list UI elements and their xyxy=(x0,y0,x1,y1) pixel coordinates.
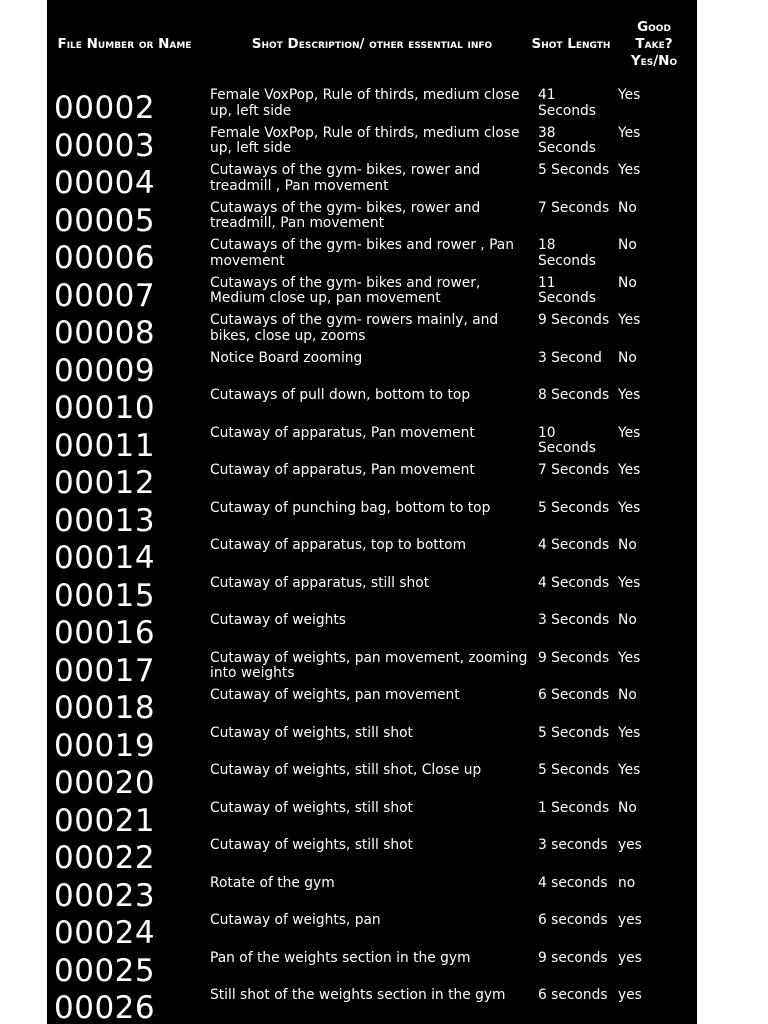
file-number: 00023 xyxy=(54,877,156,914)
table-row xyxy=(47,311,697,349)
table-row xyxy=(47,461,697,499)
file-number: 00014 xyxy=(54,540,156,576)
shot-length: 7 Seconds xyxy=(538,199,610,216)
good-take: Yes xyxy=(618,312,641,328)
good-take: No xyxy=(618,799,637,816)
shot-description: Cutaway of apparatus, Pan movement xyxy=(210,462,475,478)
table-row xyxy=(47,874,697,912)
table-row xyxy=(47,386,697,424)
file-number: 00024 xyxy=(54,915,156,951)
table-body xyxy=(47,86,697,1024)
shot-length: 4 Seconds xyxy=(538,537,610,553)
shot-description: Cutaway of weights, still shot, Close up xyxy=(210,762,482,778)
shot-length: 7 Seconds xyxy=(538,462,610,478)
file-number: 00005 xyxy=(54,202,156,239)
table-row xyxy=(47,611,697,649)
file-number: 00010 xyxy=(54,390,156,426)
table-row xyxy=(47,761,697,799)
shot-length: 3 Seconds xyxy=(538,612,610,628)
table-row xyxy=(47,686,697,724)
table-row xyxy=(47,836,697,874)
file-number: 00015 xyxy=(54,577,156,614)
good-take: no xyxy=(618,874,636,891)
shot-description: Notice Board zooming xyxy=(210,349,363,366)
header-good-take: Good Take? Yes/No xyxy=(630,18,678,69)
table-row xyxy=(47,536,697,574)
file-number: 00007 xyxy=(54,277,156,314)
table-row xyxy=(47,86,697,124)
file-number: 00018 xyxy=(54,690,156,726)
header-shot-description: Shot Description/ other essential info xyxy=(251,35,493,52)
file-number: 00022 xyxy=(54,840,156,876)
shot-description: Cutaway of weights, pan movement xyxy=(210,687,460,703)
file-number: 00019 xyxy=(54,727,156,764)
table-row xyxy=(47,986,697,1024)
shot-length: 5 Seconds xyxy=(538,499,610,516)
shot-description: Cutaway of weights, still shot xyxy=(210,837,413,853)
shot-length: 9 Seconds xyxy=(538,649,610,666)
file-number: 00021 xyxy=(54,802,156,839)
good-take: Yes xyxy=(618,424,641,441)
table-row xyxy=(47,349,697,387)
table-row xyxy=(47,724,697,762)
good-take: yes xyxy=(618,949,642,966)
shot-description: Cutaway of apparatus, top to bottom xyxy=(210,537,467,553)
shot-description: Cutaway of punching bag, bottom to top xyxy=(210,499,491,516)
shot-description: Cutaway of apparatus, Pan movement xyxy=(210,424,475,441)
shot-length: 6 seconds xyxy=(538,987,608,1003)
good-take: Yes xyxy=(618,649,641,666)
shot-description: Cutaways of the gym- bikes, rower and treadmill, Pan movement xyxy=(210,199,481,231)
file-number: 00012 xyxy=(54,465,156,501)
good-take: Yes xyxy=(618,499,641,516)
shot-length: 5 Seconds xyxy=(538,162,610,178)
good-take: No xyxy=(618,199,637,216)
shot-length: 4 seconds xyxy=(538,874,608,891)
good-take: No xyxy=(618,237,637,253)
good-take: Yes xyxy=(618,462,641,478)
shot-length: 6 Seconds xyxy=(538,687,610,703)
file-number: 00011 xyxy=(54,427,156,464)
shot-description: Cutaway of weights, pan movement, zooming into weights xyxy=(210,649,528,681)
good-take: Yes xyxy=(618,162,641,178)
file-number: 00003 xyxy=(54,127,156,164)
table-row xyxy=(47,911,697,949)
shot-length: 4 Seconds xyxy=(538,574,610,591)
file-number: 00025 xyxy=(54,952,156,989)
shot-length: 9 seconds xyxy=(538,949,608,966)
shot-description: Cutaway of apparatus, still shot xyxy=(210,574,430,591)
file-number: 00004 xyxy=(54,165,156,201)
shot-description: Cutaways of the gym- bikes, rower and treadmill , Pan movement xyxy=(210,162,481,194)
good-take: yes xyxy=(618,912,642,928)
good-take: Yes xyxy=(618,574,641,591)
header-shot-length: Shot Length xyxy=(531,35,611,52)
good-take: No xyxy=(618,349,637,366)
table-row xyxy=(47,161,697,199)
shot-description: Cutaway of weights xyxy=(210,612,346,628)
table-row xyxy=(47,574,697,612)
good-take: No xyxy=(618,687,637,703)
file-number: 00026 xyxy=(54,990,156,1024)
shot-description: Female VoxPop, Rule of thirds, medium close up, left side xyxy=(210,124,520,156)
shot-length: 5 Seconds xyxy=(538,724,610,741)
good-take: No xyxy=(618,274,637,291)
file-number: 00017 xyxy=(54,652,156,689)
good-take: Yes xyxy=(618,724,641,741)
shot-length: 18 Seconds xyxy=(538,237,596,269)
good-take: No xyxy=(618,612,637,628)
table-row xyxy=(47,424,697,462)
shot-description: Pan of the weights section in the gym xyxy=(210,949,471,966)
good-take: Yes xyxy=(618,124,641,141)
table-row xyxy=(47,199,697,237)
shot-length: 6 seconds xyxy=(538,912,608,928)
shot-length: 41 Seconds xyxy=(538,87,596,119)
shot-description: Still shot of the weights section in the gym xyxy=(210,987,506,1003)
file-number: 00020 xyxy=(54,765,156,801)
good-take: yes xyxy=(618,987,642,1003)
table-row xyxy=(47,499,697,537)
table-row xyxy=(47,949,697,987)
table-row xyxy=(47,649,697,687)
shot-length: 9 Seconds xyxy=(538,312,610,328)
file-number: 00002 xyxy=(54,90,156,126)
shot-length: 3 Second xyxy=(538,349,602,366)
shot-length: 38 Seconds xyxy=(538,124,596,156)
shot-length: 11 Seconds xyxy=(538,274,596,306)
good-take: yes xyxy=(618,837,642,853)
shot-description: Cutaway of weights, still shot xyxy=(210,724,413,741)
table-row xyxy=(47,236,697,274)
shot-length: 1 Seconds xyxy=(538,799,610,816)
table-row xyxy=(47,124,697,162)
shot-description: Cutaways of the gym- bikes and rower, Medium close up, pan movement xyxy=(210,274,481,306)
file-number: 00006 xyxy=(54,240,156,276)
shot-length: 5 Seconds xyxy=(538,762,610,778)
file-number: 00013 xyxy=(54,502,156,539)
shot-description: Female VoxPop, Rule of thirds, medium close up, left side xyxy=(210,87,520,119)
shot-log-table xyxy=(47,0,697,1024)
table-row xyxy=(47,274,697,312)
good-take: Yes xyxy=(618,387,641,403)
table-row xyxy=(47,799,697,837)
shot-description: Cutaways of the gym- rowers mainly, and bikes, close up, zooms xyxy=(210,312,499,344)
shot-length: 10 Seconds xyxy=(538,424,596,456)
file-number: 00016 xyxy=(54,615,156,651)
good-take: Yes xyxy=(618,87,641,103)
file-number: 00009 xyxy=(54,352,156,389)
header-file-number: File Number or Name xyxy=(57,35,192,52)
shot-length: 8 Seconds xyxy=(538,387,610,403)
shot-description: Cutaways of pull down, bottom to top xyxy=(210,387,471,403)
file-number: 00008 xyxy=(54,315,156,351)
shot-description: Rotate of the gym xyxy=(210,874,335,891)
shot-description: Cutaway of weights, still shot xyxy=(210,799,413,816)
shot-length: 3 seconds xyxy=(538,837,608,853)
good-take: Yes xyxy=(618,762,641,778)
shot-description: Cutaway of weights, pan xyxy=(210,912,381,928)
shot-description: Cutaways of the gym- bikes and rower , Pan movement xyxy=(210,237,514,269)
good-take: No xyxy=(618,537,637,553)
